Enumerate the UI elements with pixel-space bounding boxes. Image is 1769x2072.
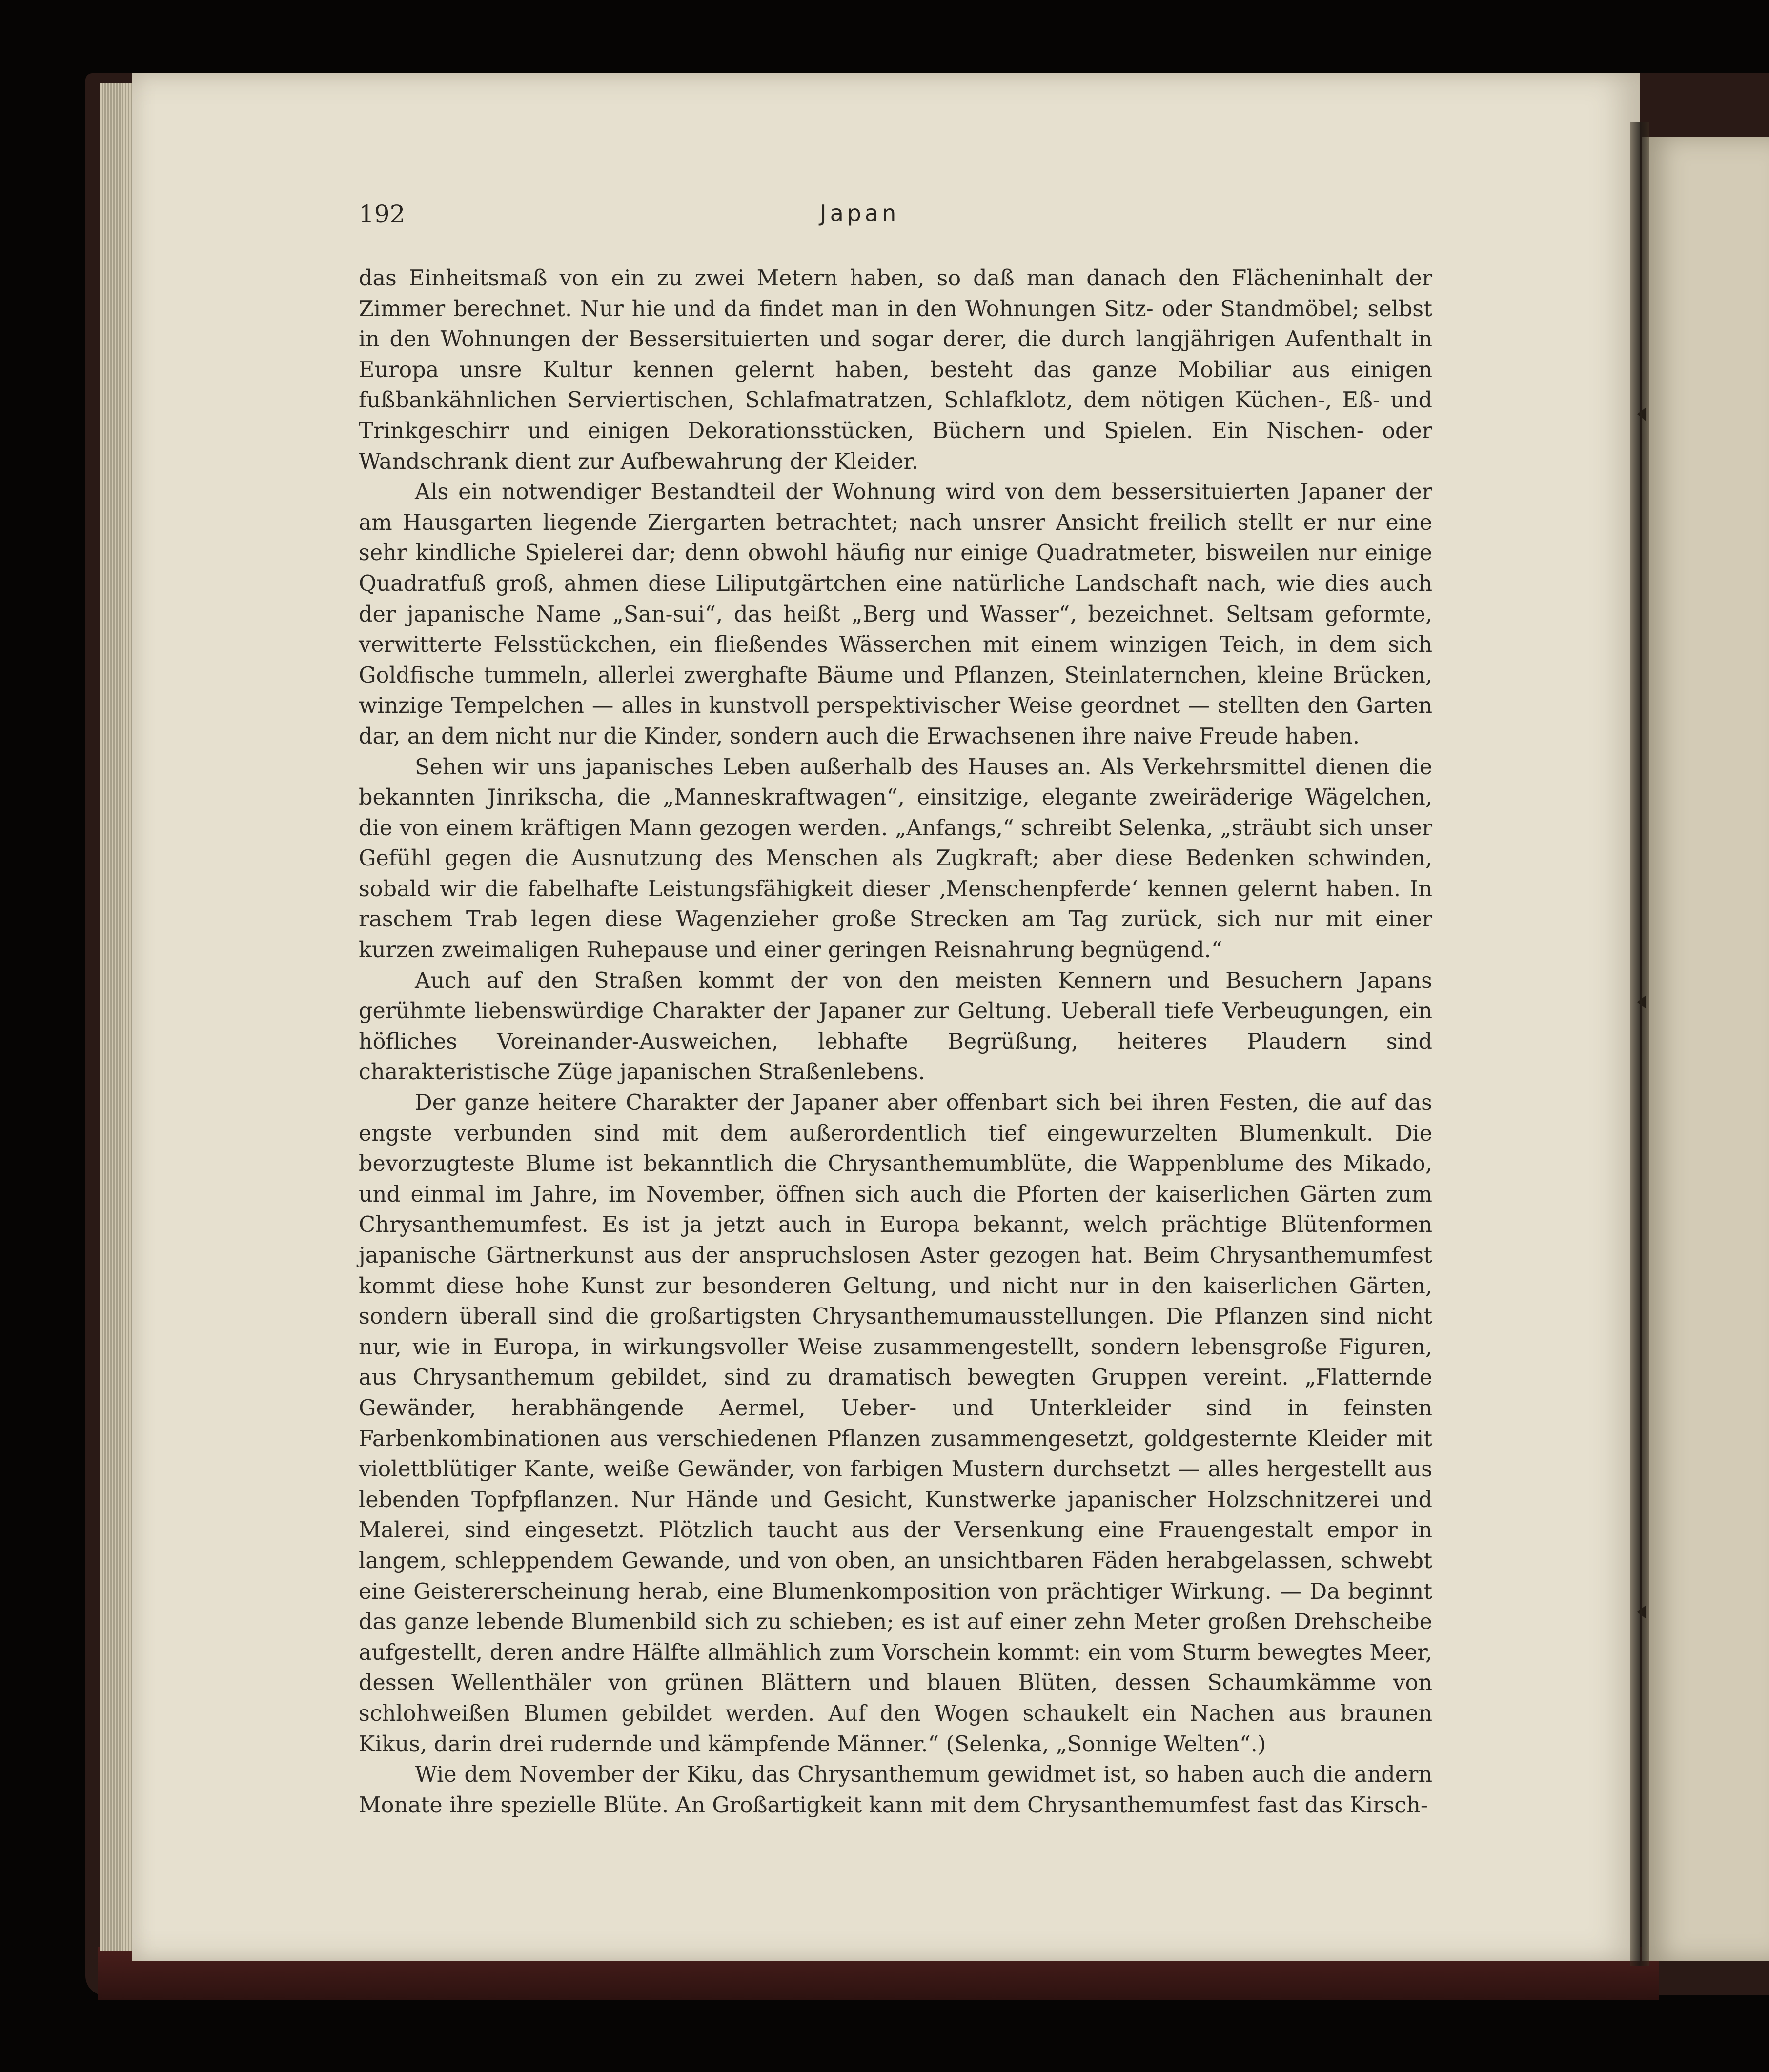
paragraph: Der ganze heitere Charakter der Japaner aber offenbart sich bei ihren Festen, die auf das engste verbunden sind mit dem außerordentlich tief eingewurzelten Blumenkult. Die bevorzugteste Blume ist bekanntlich die Chrysanthemumblüte, die Wappenblume des Mikado, und einmal im Jahre, im November, öffnen sich auch die Pforten der kaiserlichen Gärten zum Chrysanthemumfest. Es ist ja jetzt auch in Europa bekannt, welch prächtige Blütenformen japanische Gärtnerkunst aus der anspruchslosen Aster gezogen hat. Beim Chrysanthemumfest kommt diese hohe Kunst zur besonderen Geltung, und nicht nur in den kaiserlichen Gärten, sondern überall sind die großartigsten Chrysanthemumausstellungen. Die Pflanzen sind nicht nur, wie in Europa, in wirkungsvoller Weise zusammengestellt, sondern lebensgroße Figuren, aus Chrysanthemum gebildet, sind zu dramatisch bewegten Gruppen vereint. „Flatternde Gewänder, herabhängende Aermel, Ueber- und Unterkleider sind in feinsten Farbenkombinationen aus verschiedenen Pflanzen zusammengesetzt, goldgesternte Kleider mit violettblütiger Kante, weiße Gewänder, von farbigen Mustern durchsetzt — alles hergestellt aus lebenden Topfpflanzen. Nur Hände und Gesicht, Kunstwerke japanischer Holzschnitzerei und Malerei, sind eingesetzt. Plötzlich taucht aus der Versenkung eine Frauengestalt empor in langem, schleppendem Gewande, und von oben, an unsichtbaren Fäden herabgelassen, schwebt eine Geistererscheinung herab, eine Blumenkomposition von prächtiger Wirkung. — Da beginnt das ganze lebende Blumenbild sich zu schieben; es ist auf einer zehn Meter großen Drehscheibe aufgestellt, deren andre Hälfte allmählich zum Vorschein kommt: ein vom Sturm bewegtes Meer, dessen Wellenthäler von grünen Blättern und blauen Blüten, dessen Schaumkämme von schlohweißen Blumen gebildet werden. Auf den Wogen schaukelt ein Nachen aus braunen Kikus, darin drei rudernde und kämpfende Männer.“ (Selenka, „Sonnige Welten“.) (359, 1090, 1432, 1757)
page-stack-edges (100, 83, 134, 1951)
running-head: Japan (820, 200, 900, 226)
page-header (359, 200, 1432, 234)
margin-mark (1637, 1605, 1646, 1619)
page-number: 192 (359, 200, 406, 228)
margin-mark (1637, 407, 1646, 421)
paragraph: das Einheitsmaß von ein zu zwei Metern haben, so daß man danach den Flächeninhalt der Zimmer berechnet. Nur hie und da findet man in den Wohnungen Sitz- oder Standmöbel; selbst in den Wohnungen der Bessersituierten und sogar derer, die durch langjährigen Aufenthalt in Europa unsre Kultur kennen gelernt haben, besteht das ganze Mobiliar aus einigen fußbankähnlichen Serviertischen, Schlafmatratzen, Schlafklotz, dem nötigen Küchen-, Eß- und Trinkgeschirr und einigen Dekorationsstücken, Büchern und Spielen. Ein Nischen- oder Wandschrank dient zur Aufbewahrung der Kleider. (359, 266, 1432, 474)
body-text (359, 263, 1432, 1821)
margin-mark (1637, 995, 1646, 1009)
paragraph: Als ein notwendiger Bestandteil der Wohnung wird von dem bessersituierten Japaner der am Hausgarten liegende Ziergarten betrachtet; nach unsrer Ansicht freilich stellt er nur eine sehr kindliche Spielerei dar; denn obwohl häufig nur einige Quadratmeter, bisweilen nur einige Quadratfuß groß, ahmen diese Liliputgärtchen eine natürliche Landschaft nach, wie dies auch der japanische Name „San-sui“, das heißt „Berg und Wasser“, bezeichnet. Seltsam geformte, verwitterte Felsstückchen, ein fließendes Wässerchen mit einem winzigen Teich, in dem sich Goldfische tummeln, allerlei zwerghafte Bäume und Pflanzen, Steinlaternchen, kleine Brücken, winzige Tempelchen — alles in kunstvoll perspektivischer Weise geordnet — stellten den Garten dar, an dem nicht nur die Kinder, sondern auch die Erwachsenen ihre naive Freude haben. (359, 480, 1432, 749)
facing-page (1642, 137, 1769, 1961)
paragraph: Auch auf den Straßen kommt der von den meisten Kennern und Besuchern Japans gerühmte liebenswürdige Charakter der Japaner zur Geltung. Ueberall tiefe Verbeugungen, ein höfliches Voreinander-Ausweichen, lebhafte Begrüßung, heiteres Plaudern sind charakteristische Züge japanischen Straßenlebens. (359, 968, 1432, 1085)
paragraph: Wie dem November der Kiku, das Chrysanthemum gewidmet ist, so haben auch die andern Monate ihre spezielle Blüte. An Großartigkeit kann mit dem Chrysanthemumfest fast das Kirsch- (359, 1762, 1432, 1818)
book-gutter (1630, 122, 1649, 1966)
paragraph: Sehen wir uns japanisches Leben außerhalb des Hauses an. Als Verkehrsmittel dienen die bekannten Jinrikscha, die „Manneskraftwagen“, einsitzige, elegante zweiräderige Wägelchen, die von einem kräftigen Mann gezogen werden. „Anfangs,“ schreibt Selenka, „sträubt sich unser Gefühl gegen die Ausnutzung des Menschen als Zugkraft; aber diese Bedenken schwinden, sobald wir die fabelhafte Leistungsfähigkeit dieser ‚Menschenpferde‘ kennen gelernt haben. In raschem Trab legen diese Wagenzieher große Strecken am Tag zurück, sich nur mit einer kurzen zweimaligen Ruhepause und einer geringen Reisnahrung begnügend.“ (359, 754, 1432, 963)
